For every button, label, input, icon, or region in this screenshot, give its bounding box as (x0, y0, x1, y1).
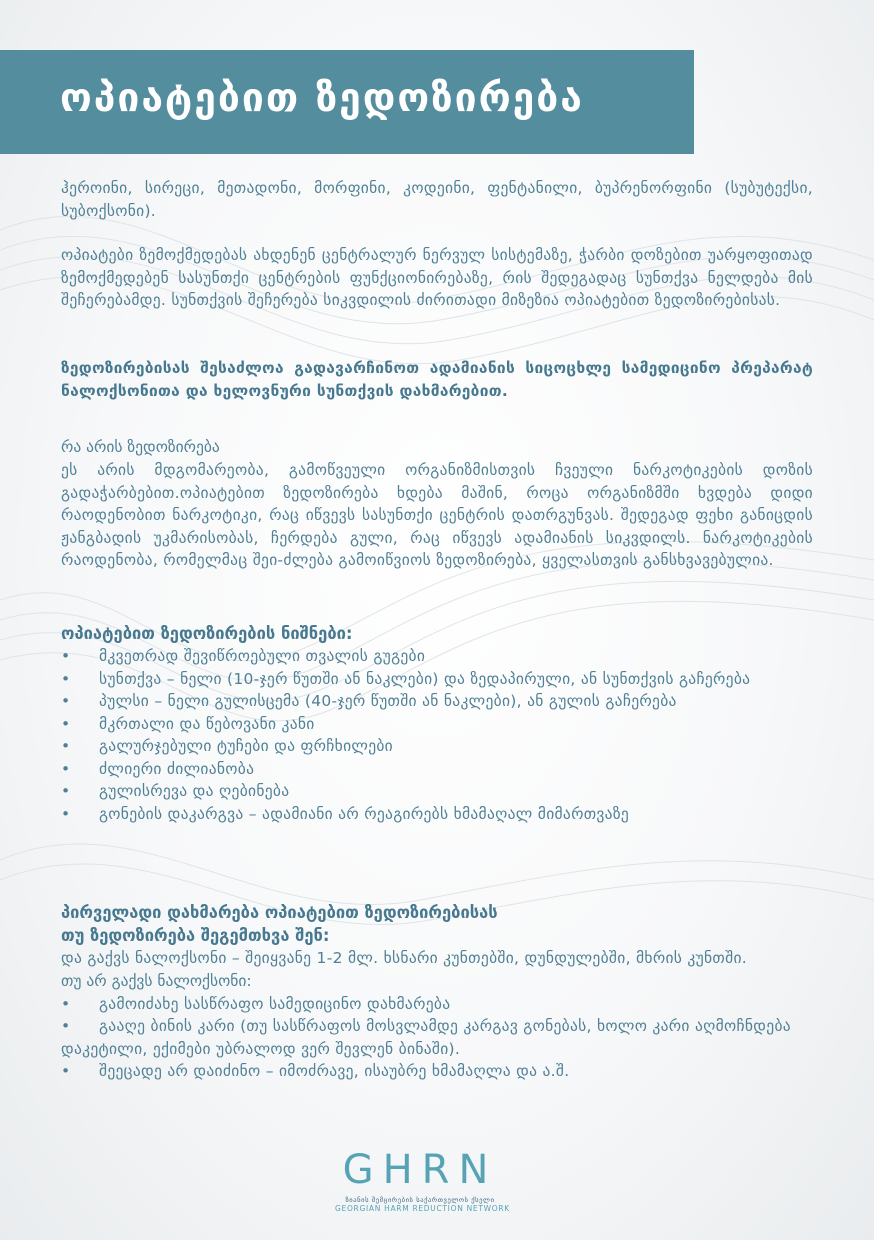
bullet-icon: • (61, 737, 71, 755)
warning-text: ზედოზირებისას შესაძლოა გადავარჩინოთ ადამიანის სიცოცხლე სამედიცინო პრეპარატ ნალოქსონითა და ხელოვნური სუნთქვის დახმარებით. (61, 359, 813, 400)
definition-text: ეს არის მდგომარეობა, გამოწვეული ორგანიზმისთვის ჩვეული ნარკოტიკების დოზის გადაჭარბებით.ოპიატებით ზედოზირება ხდება მაშინ, როცა ორგანიზმში ხვდება დიდი რაოდენობით ნარკოტიკი, რაც იწვევს სასუნთქი ცენტრის დათრგუნვას. შედეგად ფეხი განიცდის ჟანგბადის უკმარისობას, ჩერდება გული, რაც იწვევს ადამიანის სიკვდილს. ნარკოტიკების რაოდენობა, რომელმაც შეი-ძლება გამოიწვიოს ზედოზირება, ყველასთვის განსხვავებულია. (61, 461, 813, 569)
bullet-icon: • (61, 1017, 71, 1035)
logo-name-english: GEORGIAN HARM REDUCTION NETWORK (335, 1204, 510, 1213)
intro-substances: ჰეროინი, სირეცი, მეთადონი, მორფინი, კოდეინი, ფენტანილი, ბუპრენორფინი (სუბუტექსი, სუბოქსონი). (61, 179, 813, 220)
list-item: • მკრთალი და წებოვანი კანი (61, 713, 813, 736)
first-aid-section (61, 901, 813, 1083)
list-item: • გამოიძახე სასწრაფო სამედიცინო დახმარება (61, 993, 813, 1016)
intro-section (61, 177, 813, 222)
signs-heading: ოპიატებით ზედოზირების ნიშნები: (61, 624, 353, 643)
list-item: • შეეცადე არ დაიძინო – იმოძრავე, ისაუბრე ხმამაღლა და ა.შ. (61, 1060, 813, 1083)
list-item: • მკვეთრად შევიწროებული თვალის გუგები (61, 645, 813, 668)
bullet-icon: • (61, 782, 71, 800)
no-naloxone-heading: თუ არ გაქვს ნალოქსონი: (61, 971, 252, 990)
bullet-icon: • (61, 804, 71, 823)
bullet-icon: • (61, 994, 71, 1013)
warning-section (61, 357, 813, 402)
first-aid-heading: პირველადი დახმარება ოპიატებით ზედოზირებისას (61, 903, 498, 922)
first-aid-list (61, 993, 813, 1083)
list-item: • სუნთქვა – ნელი (10-ჯერ წუთში ან ნაკლები) და ზედაპირული, ან სუნთქვის გაჩერება (61, 668, 813, 691)
bullet-icon: • (61, 1062, 71, 1080)
logo-mark: GHRN (342, 1147, 498, 1193)
bullet-icon: • (61, 714, 71, 733)
signs-list (61, 645, 813, 825)
naloxone-instructions: და გაქვს ნალოქსონი – შეიყვანე 1-2 მლ. ხსნარი კუნთებში, დუნდულებში, მხრის კუნთში. (61, 949, 747, 967)
signs-section (61, 622, 813, 825)
first-aid-subheading: თუ ზედოზირება შეგემთხვა შენ: (61, 926, 330, 945)
logo-name-georgian: ზიანის შემცირების საქართველოს ქსელი (345, 1196, 495, 1204)
list-item: • გალურჯებული ტუჩები და ფრჩხილები (61, 735, 813, 758)
bullet-icon: • (61, 647, 71, 665)
list-item: • გონების დაკარგვა – ადამიანი არ რეაგირებს ხმამაღალ მიმართვაზე (61, 803, 813, 826)
list-item: • ძლიერი ძილიანობა (61, 758, 813, 781)
list-item: • პულსი – ნელი გულისცემა (40-ჯერ წუთში ან ნაკლები), ან გულის გაჩერება (61, 690, 813, 713)
intro-effects: ოპიატები ზემოქმედებას ახდენენ ცენტრალურ ნერვულ სისტემაზე, ჭარბი დოზებით უარყოფითად ზემოქმედებენ სასუნთქი ცენტრების ფუნქციონირებაზე, რის შედეგადაც სუნთქვა ნელდება მის შეჩერებამდე. სუნთქვის შეჩერება სიკვდილის ძირითადი მიზეზია ოპიატებით ზედოზირებისას. (61, 246, 813, 309)
definition-heading: რა არის ზედოზირება (61, 438, 220, 456)
bullet-icon: • (61, 669, 71, 688)
bullet-icon: • (61, 759, 71, 778)
definition-section (61, 436, 813, 572)
ghrn-logo (335, 1147, 510, 1213)
list-item: • გააღე ბინის კარი (თუ სასწრაფოს მოსვლამდე კარგავ გონებას, ხოლო კარი აღმოჩნდება დაკეტილი, ექიმები უბრალოდ ვერ შევლენ ბინაში). (61, 1017, 791, 1058)
list-item: • გულისრევა და ღებინება (61, 780, 813, 803)
bullet-icon: • (61, 692, 71, 710)
page-title: ოპიატებით ზედოზირება (60, 76, 584, 121)
effects-section (61, 244, 813, 312)
